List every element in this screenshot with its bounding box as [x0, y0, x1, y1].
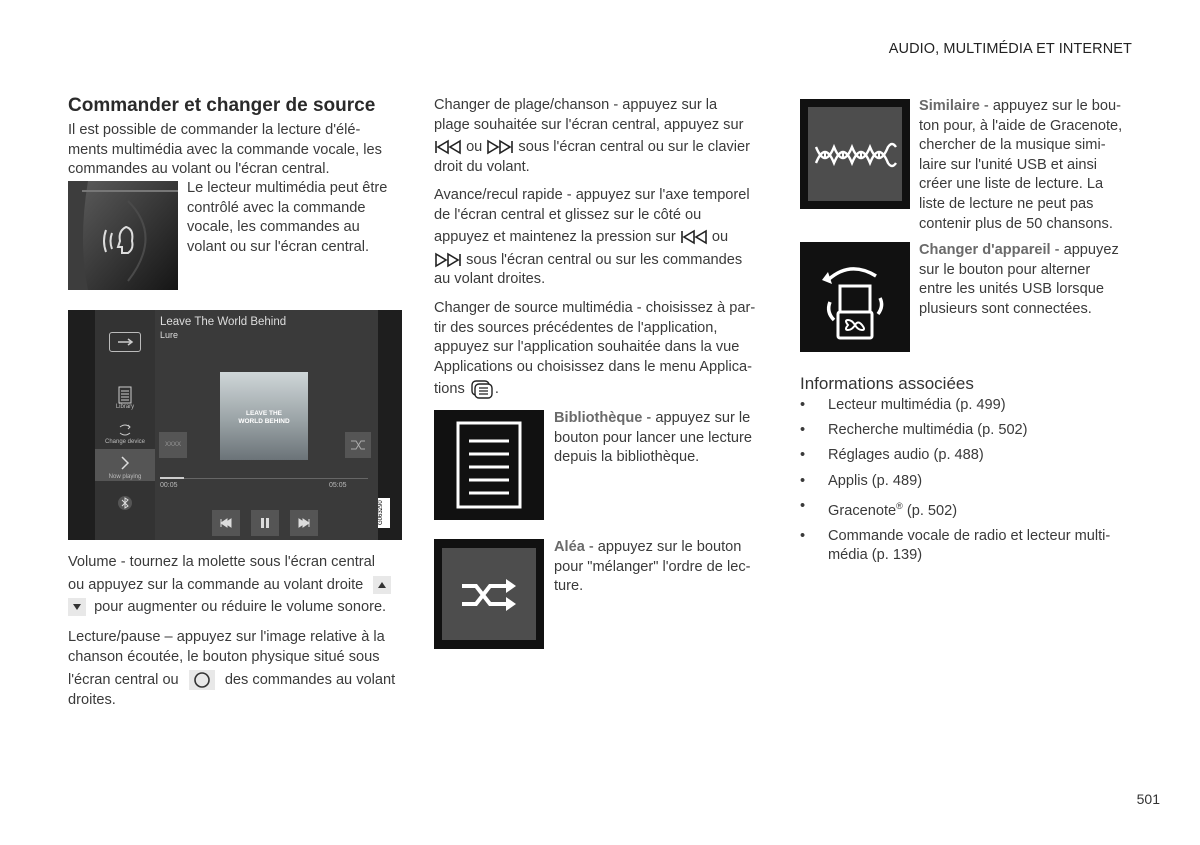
skip-back-icon	[680, 229, 708, 245]
related-info-heading: Informations associées	[800, 374, 974, 393]
related-link-text: Réglages audio (p. 488)	[828, 447, 984, 464]
intro-text	[68, 121, 382, 180]
shuffle-tile-icon	[345, 432, 371, 458]
track-line-with-icons	[434, 138, 774, 158]
src-text: tions	[434, 381, 465, 398]
change-device-icon	[117, 422, 133, 438]
voice-control-text	[187, 179, 387, 257]
track-title: Leave The World Behind	[160, 316, 287, 328]
thumbwheel-press-icon	[189, 670, 215, 690]
voice-line: vocale, les commandes au	[187, 219, 360, 236]
volume-up-icon	[373, 576, 391, 594]
change-track-paragraph	[434, 96, 774, 177]
registered-mark: ®	[896, 500, 903, 511]
volume-line: Volume - tournez la molette sous l'écran central	[68, 554, 375, 570]
shuffle-term: Aléa	[554, 539, 585, 555]
section-title: Commander et changer de source	[68, 95, 376, 116]
related-link-page: (p. 502)	[902, 502, 958, 519]
previous-track-button-icon	[212, 510, 240, 536]
similar-term: Similaire	[919, 98, 980, 114]
src-line: Applications ou choisissez dans le menu Applica-	[434, 358, 752, 375]
similar-line: laire sur l'unité USB et ainsi	[919, 156, 1097, 173]
src-line: Changer de source multimédia - choisissez à par-	[434, 300, 756, 316]
change-device-button-illustration	[800, 242, 910, 352]
shuffle-line: ture.	[554, 578, 584, 595]
change-device-line: plusieurs sont connectées.	[919, 300, 1092, 317]
next-track-button-icon	[290, 510, 318, 536]
bullet: •	[800, 422, 806, 439]
similar-description	[919, 97, 1122, 234]
library-description	[554, 409, 752, 468]
track-artist: Lure	[160, 330, 179, 340]
ff-text: sous l'écran central ou sur les commandes	[466, 251, 743, 268]
bullet: •	[800, 397, 806, 413]
play-line-with-icon	[68, 670, 395, 690]
skip-forward-icon	[486, 139, 514, 155]
volume-down-icon	[68, 598, 86, 616]
related-link-text: Commande vocale de radio et lecteur multi-	[828, 527, 1111, 544]
play-text: des commandes au volant	[224, 672, 396, 689]
related-link[interactable]	[800, 446, 1140, 466]
volume-text: pour augmenter ou réduire le volume sonore.	[94, 599, 387, 616]
previous-tile: XXXX	[159, 432, 187, 458]
voice-line: volant ou sur l'écran central.	[187, 238, 370, 255]
section-header: AUDIO, MULTIMÉDIA ET INTERNET	[888, 41, 1132, 57]
intro-line: Il est possible de commander la lecture d'élé-	[68, 122, 361, 138]
track-text: ou	[466, 139, 483, 156]
voice-line: Le lecteur multimédia peut être	[187, 180, 388, 196]
ff-line-with-icon	[434, 251, 774, 271]
src-line-with-icon: tions .	[434, 379, 774, 399]
library-term: Bibliothèque	[554, 410, 643, 426]
screen-main	[155, 310, 378, 540]
voice-control-button-photo	[68, 181, 178, 290]
album-art-text: WORLD BEHIND	[238, 418, 290, 425]
related-link-text: Lecteur multimédia (p. 499)	[828, 397, 1006, 413]
sidebar-nowplaying-label: Now playing	[108, 474, 142, 480]
similar-line: contenir plus de 50 chansons.	[919, 215, 1113, 232]
play-pause-paragraph	[68, 628, 395, 710]
ff-line-with-icon	[434, 228, 774, 248]
related-link[interactable]	[800, 396, 1140, 416]
illustration-code: G063290	[378, 498, 390, 528]
similar-line: créer une liste de lecture. La	[919, 176, 1104, 193]
track-line: Changer de plage/chanson - appuyez sur la	[434, 97, 718, 113]
shuffle-tile	[442, 548, 536, 640]
intro-line: commandes au volant ou l'écran central.	[68, 161, 330, 178]
ff-line: de l'écran central et glissez sur le côté ou	[434, 206, 702, 223]
similar-line: chercher de la musique simi-	[919, 137, 1106, 154]
bullet: •	[800, 447, 806, 464]
bullet: •	[800, 472, 806, 489]
bullet: •	[800, 527, 806, 544]
similar-text: - appuyez sur le bou-	[979, 98, 1121, 114]
time-total: 05:05	[329, 482, 347, 489]
shuffle-line: pour "mélanger" l'ordre de lec-	[554, 558, 751, 575]
screen-sidebar	[95, 310, 155, 540]
voice-control-icon	[68, 181, 178, 290]
ff-text: ou	[711, 229, 729, 246]
change-source-paragraph	[434, 299, 774, 400]
progress-fill	[160, 477, 184, 479]
voice-line: contrôlé avec la commande	[187, 199, 366, 216]
skip-back-icon	[434, 139, 462, 155]
shuffle-button-illustration	[434, 539, 544, 649]
change-usb-device-icon	[800, 242, 910, 352]
skip-forward-icon	[434, 252, 462, 268]
shuffle-text: - appuyez sur le bouton	[584, 539, 742, 555]
track-line: droit du volant.	[434, 158, 530, 175]
related-link[interactable]	[800, 472, 1140, 492]
change-device-text: - appuyez	[1050, 242, 1119, 258]
library-icon	[117, 386, 133, 404]
related-link[interactable]	[800, 527, 1140, 566]
related-link[interactable]	[800, 421, 1140, 441]
related-link-text: Gracenote	[828, 502, 897, 519]
ff-text: appuyez et maintenez la pression sur	[434, 229, 676, 246]
shuffle-icon	[442, 548, 536, 640]
pause-button-icon	[251, 510, 279, 536]
page-number: 501	[1136, 791, 1160, 807]
similar-tile	[808, 107, 902, 201]
intro-line: ments multimédia avec la commande vocale, les	[68, 141, 382, 158]
ff-line: Avance/recul rapide - appuyez sur l'axe temporel	[434, 187, 750, 203]
play-text: l'écran central ou	[68, 672, 179, 689]
central-screen-illustration	[68, 310, 402, 540]
library-line: bouton pour lancer une lecture	[554, 429, 752, 446]
ff-line: au volant droites.	[434, 271, 546, 288]
time-elapsed: 00:05	[160, 482, 178, 489]
volume-text: ou appuyez sur la commande au volant droite	[68, 576, 364, 593]
volume-line-with-icon	[68, 598, 391, 618]
applications-menu-icon	[469, 379, 495, 399]
change-device-term: Changer d'appareil	[919, 242, 1051, 258]
volume-paragraph	[68, 553, 391, 618]
volume-line-with-icon	[68, 576, 391, 596]
src-line: tir des sources précédentes de l'application,	[434, 319, 718, 336]
play-line: Lecture/pause – appuyez sur l'image relative à la	[68, 629, 385, 645]
related-link-text: Applis (p. 489)	[828, 472, 923, 489]
album-art-text: LEAVE THE	[246, 410, 282, 417]
similar-line: ton pour, à l'aide de Gracenote,	[919, 117, 1123, 134]
dna-icon	[808, 107, 902, 201]
play-line: chanson écoutée, le bouton physique situé sous	[68, 648, 380, 665]
usb-source-icon	[109, 332, 141, 352]
library-icon	[434, 410, 544, 520]
track-line: plage souhaitée sur l'écran central, appuyez sur	[434, 116, 744, 133]
sidebar-device-label: Change device	[104, 439, 146, 445]
change-device-description	[919, 241, 1119, 319]
related-link-text: média (p. 139)	[828, 547, 923, 564]
play-line: droites.	[68, 691, 116, 708]
bluetooth-icon	[117, 495, 133, 511]
now-playing-tab	[95, 449, 155, 481]
shuffle-description	[554, 538, 750, 597]
library-text: - appuyez sur le	[642, 410, 751, 426]
library-line: depuis la bibliothèque.	[554, 449, 700, 466]
progress-track	[160, 478, 368, 479]
bullet: •	[800, 497, 806, 514]
related-link-text: Recherche multimédia (p. 502)	[828, 422, 1028, 439]
similar-button-illustration	[800, 99, 910, 209]
change-device-line: entre les unités USB lorsque	[919, 281, 1104, 298]
library-button-illustration	[434, 410, 544, 520]
similar-line: liste de lecture ne peut pas	[919, 195, 1094, 212]
change-device-line: sur le bouton pour alterner	[919, 261, 1091, 278]
track-text: sous l'écran central ou sur le clavier	[518, 139, 750, 156]
src-line: appuyez sur l'application souhaitée dans la vue	[434, 339, 740, 356]
related-info-list	[800, 396, 1140, 572]
album-art	[220, 372, 308, 460]
sidebar-library-label: Library	[115, 404, 135, 410]
related-link[interactable]	[800, 497, 1140, 521]
fast-forward-paragraph	[434, 186, 774, 290]
